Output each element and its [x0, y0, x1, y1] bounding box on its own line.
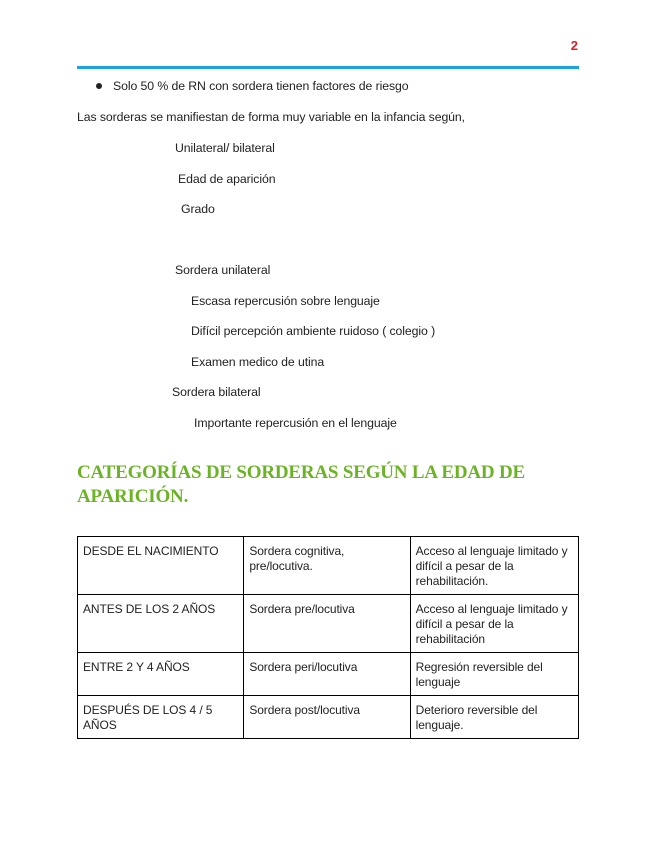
section-heading: CATEGORÍAS DE SORDERAS SEGÚN LA EDAD DE APARICIÓN.	[77, 462, 525, 507]
unilateral-title: Sordera unilateral	[175, 263, 271, 277]
age-categories-table	[77, 536, 579, 739]
bullet-text: Solo 50 % de RN con sordera tienen factores de riesgo	[113, 79, 409, 93]
intro-paragraph: Las sorderas se manifiestan de forma muy variable en la infancia según,	[77, 110, 465, 124]
table-cell-age: ENTRE 2 Y 4 AÑOS	[78, 653, 244, 696]
table-cell-age: DESDE EL NACIMIENTO	[78, 537, 244, 595]
table-cell-type: Sordera pre/locutiva	[244, 595, 410, 653]
table-cell-effect: Acceso al lenguaje limitado y difícil a pesar de la rehabilitación	[410, 595, 578, 653]
unilateral-item: Escasa repercusión sobre lenguaje	[191, 294, 380, 308]
table-row	[78, 595, 579, 653]
bilateral-item: Importante repercusión en el lenguaje	[194, 416, 397, 430]
factor-item: Unilateral/ bilateral	[175, 141, 275, 155]
table-cell-type: Sordera cognitiva, pre/locutiva.	[244, 537, 410, 595]
bullet-dot-icon	[96, 83, 102, 89]
table-cell-age: DESPUÉS DE LOS 4 / 5 AÑOS	[78, 696, 244, 739]
table-row	[78, 696, 579, 739]
factor-item: Edad de aparición	[178, 172, 276, 186]
table-cell-type: Sordera post/locutiva	[244, 696, 410, 739]
page-number: 2	[570, 38, 578, 53]
table-cell-age: ANTES DE LOS 2 AÑOS	[78, 595, 244, 653]
unilateral-item: Examen medico de utina	[191, 355, 325, 369]
table-row	[78, 653, 579, 696]
table-cell-effect: Regresión reversible del lenguaje	[410, 653, 578, 696]
table-cell-effect: Acceso al lenguaje limitado y difícil a pesar de la rehabilitación.	[410, 537, 578, 595]
bullet-item	[96, 79, 408, 93]
table-cell-type: Sordera peri/locutiva	[244, 653, 410, 696]
header-rule	[77, 66, 579, 69]
factor-item: Grado	[181, 202, 215, 216]
table-row	[78, 537, 579, 595]
bilateral-title: Sordera bilateral	[172, 385, 261, 399]
unilateral-item: Difícil percepción ambiente ruidoso ( colegio )	[191, 324, 436, 338]
table-cell-effect: Deterioro reversible del lenguaje.	[410, 696, 578, 739]
